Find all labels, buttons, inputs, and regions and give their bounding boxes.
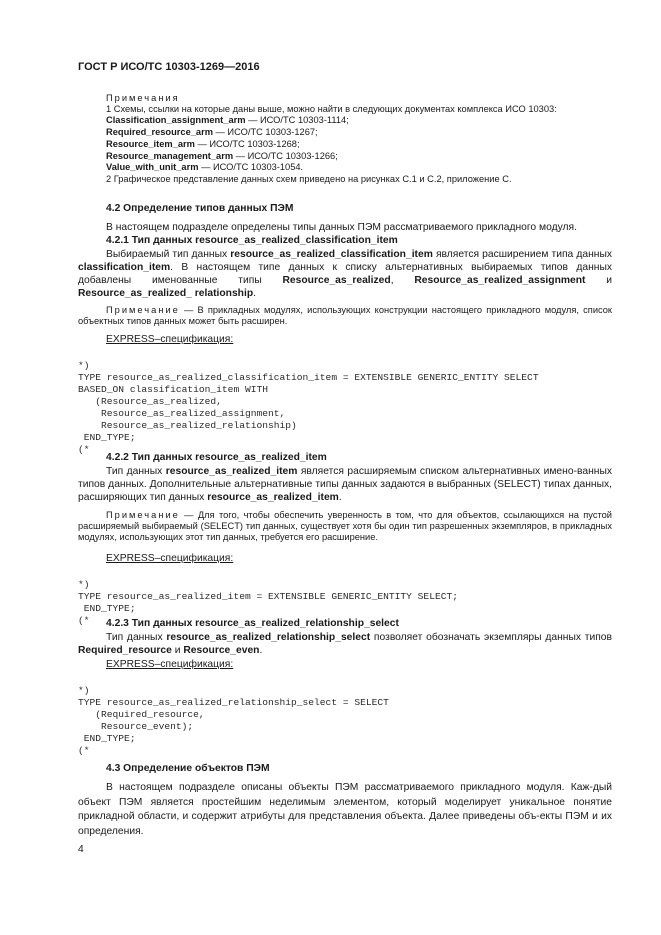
section-4-2-1-note: Примечание — В прикладных модулях, использующих конструкции настоящего прикладного модуля, список объектных типов данных может быть расширен. — [78, 305, 612, 326]
ref-line-2 — [106, 127, 318, 138]
section-4-2-title: 4.2 Определение типов данных ПЭМ — [106, 203, 294, 214]
ref-line-4 — [106, 151, 338, 162]
ref-doc: — ИСО/ТС 10303-1267; — [212, 127, 318, 137]
notes-title: Примечания — [106, 93, 180, 103]
section-4-2-2-paragraph: Тип данных resource_as_realized_item является расширяемым списком альтернативных имено-ванных типов данных. Дополнительные альтернативные типы данных задаются в выбранных (SELECT) типах данных, расширяющих тип данных resource_as_realized_item. — [78, 466, 613, 503]
note-2: 2 Графическое представление данных схем приведено на рисунках C.1 и C.2, приложение C. — [106, 174, 512, 184]
ref-name: Resource_management_arm — [106, 151, 234, 161]
code-line: Resource_as_realized_assignment, — [78, 408, 286, 419]
section-4-2-1-paragraph: Выбираемый тип данных resource_as_realized_classification_item является расширением типа данных classification_item. В настоящем типе данных к списку альтернативных выбираемых типов данных добавлены именованные типы Resource_as_realized, Resource_as_realized_assignment и Resource_as_realized_ relationship. — [78, 249, 612, 299]
code-line: END_TYPE; — [78, 733, 136, 744]
code-block-1 — [78, 348, 539, 468]
code-line: (Resource_as_realized, — [78, 396, 222, 407]
note-1: 1 Схемы, ссылки на которые даны выше, можно найти в следующих документах комплекса ИСО 10303: — [106, 104, 557, 114]
ref-name: Classification_assignment_arm — [106, 115, 246, 125]
code-line: END_TYPE; — [78, 603, 136, 614]
ref-name: Resource_item_arm — [106, 139, 195, 149]
code-block-3 — [78, 673, 389, 769]
ref-name: Value_with_unit_arm — [106, 162, 199, 172]
ref-doc: — ИСО/ТС 10303-1266; — [233, 151, 338, 161]
code-line: TYPE resource_as_realized_relationship_select = SELECT — [78, 697, 389, 708]
code-line: (* — [78, 745, 90, 756]
page-number: 4 — [78, 844, 84, 855]
ref-doc: — ИСО/ТС 10303-1268; — [194, 139, 300, 149]
section-4-2-2-title: 4.2.2 Тип данных resource_as_realized_item — [106, 452, 327, 463]
ref-line-5 — [106, 162, 303, 173]
code-line: Resource_as_realized_relationship) — [78, 420, 297, 431]
section-4-2-3-paragraph: Тип данных resource_as_realized_relationship_select позволяет обозначать экземпляры данных типов Required_resource и Resource_even. — [78, 632, 613, 656]
code-line: (Required_resource, — [78, 709, 205, 720]
section-4-2-intro: В настоящем подразделе определены типы данных ПЭМ рассматриваемого прикладного модуля. — [106, 222, 577, 233]
section-4-3-paragraph: В настоящем подразделе описаны объекты ПЭМ рассматриваемого прикладного модуля. Каж-дый объект ПЭМ является простейшим неделимым элементом, который моделирует уникальное понятие прикладной области, и содержит атрибуты для представления объекта. Далее приведены объ-екты ПЭМ и их определения. — [78, 782, 612, 837]
code-line: (* — [78, 444, 90, 455]
code-line: END_TYPE; — [78, 432, 136, 443]
code-line: TYPE resource_as_realized_classification_item = EXTENSIBLE GENERIC_ENTITY SELECT — [78, 372, 539, 383]
express-spec-label-2: EXPRESS–спецификация: — [106, 553, 234, 564]
code-line: TYPE resource_as_realized_item = EXTENSIBLE GENERIC_ENTITY SELECT; — [78, 591, 458, 602]
section-4-2-1-title: 4.2.1 Тип данных resource_as_realized_classification_item — [106, 235, 398, 246]
express-spec-label-1: EXPRESS–спецификация: — [106, 334, 234, 345]
ref-name: Required_resource_arm — [106, 127, 213, 137]
code-line: *) — [78, 360, 90, 371]
ref-line-1 — [106, 115, 349, 126]
section-4-2-3-title: 4.2.3 Тип данных resource_as_realized_relationship_select — [106, 618, 399, 629]
code-line: BASED_ON classification_item WITH — [78, 384, 268, 395]
ref-line-3 — [106, 139, 300, 150]
code-line: *) — [78, 579, 90, 590]
code-line: *) — [78, 685, 90, 696]
code-line: (* — [78, 615, 90, 626]
section-4-3-title: 4.3 Определение объектов ПЭМ — [106, 763, 270, 774]
section-4-2-2-note: Примечание — Для того, чтобы обеспечить уверенность в том, что для объектов, ссылающихся на пустой расширяемый выбираемый (SELECT) тип данных, существует хотя бы один тип разрешенных экземпляров, в прикладных модулях, использующих этот тип данных, требуется его расширение. — [78, 510, 612, 542]
document-header: ГОСТ Р ИСО/ТС 10303-1269—2016 — [78, 61, 260, 73]
ref-doc: — ИСО/ТС 10303-1054. — [198, 162, 304, 172]
code-line: Resource_event); — [78, 721, 194, 732]
express-spec-label-3: EXPRESS–спецификация: — [106, 659, 234, 670]
ref-doc: — ИСО/ТС 10303-1114; — [245, 115, 349, 125]
